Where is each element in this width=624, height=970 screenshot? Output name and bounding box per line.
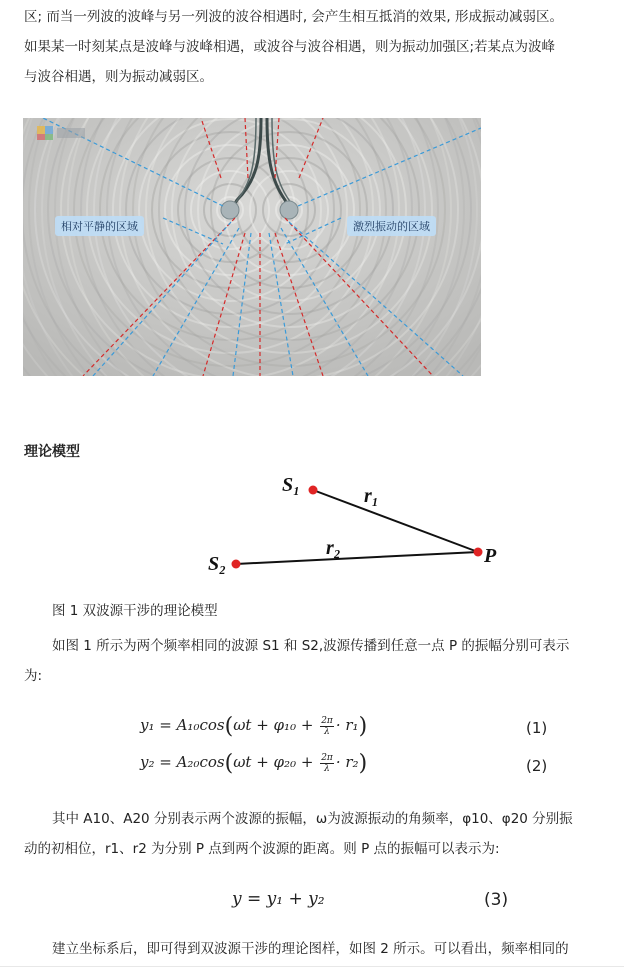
eq2-inner: ωt + φ₂₀ +	[233, 753, 319, 771]
label-p: P	[484, 545, 497, 567]
figure-caption-text: 图 1 双波源干涉的理论模型	[52, 603, 218, 619]
section-heading: 理论模型	[24, 444, 80, 460]
desc1-line-1: 如图 1 所示为两个频率相同的波源 S1 和 S2,波源传播到任意一点 P 的振幅分别可表示	[52, 638, 570, 654]
eq2-frac-denominator: λ	[324, 763, 330, 774]
description-paragraph-3	[24, 934, 614, 964]
two-source-model-diagram	[190, 466, 520, 582]
equation-2-number: (2)	[526, 757, 548, 775]
description-paragraph-1	[24, 631, 614, 691]
label-r2: r₂	[326, 537, 341, 559]
line-s2-to-p	[236, 552, 478, 564]
watermark-logo	[37, 126, 85, 140]
eq2-lhs: y₂ = A₂₀cos	[140, 753, 225, 771]
eq1-tail: · r₁	[335, 716, 359, 734]
equation-1-number: (1)	[526, 719, 548, 737]
source-s2-dot	[232, 560, 241, 569]
eq1-frac-denominator: λ	[324, 726, 330, 737]
equation-1: y₁ = A₁₀cos(ωt + φ₁₀ + $\frac{2\pi}{\lambda}$ · r₁)	[140, 714, 368, 739]
eq2-frac-numerator: 2π	[321, 752, 333, 763]
source-s1-dot	[309, 486, 318, 495]
eq1-frac-numerator: 2π	[321, 715, 333, 726]
point-p-dot	[474, 548, 483, 557]
figure-caption	[24, 596, 624, 626]
ripple-tank-illustration	[23, 118, 481, 376]
intro-line-3: 与波谷相遇，则为振动减弱区。	[24, 69, 213, 85]
desc3-line-1: 建立坐标系后，即可得到双波源干涉的理论图样，如图 2 所示。可以看出，频率相同的	[52, 941, 569, 957]
equation-3: y = y₁ + y₂	[232, 889, 325, 909]
eq1-lhs: y₁ = A₁₀cos	[140, 716, 225, 734]
intro-line-2: 如果某一时刻某点是波峰与波峰相遇，或波谷与波谷相遇，则为振动加强区;若某点为波峰	[24, 39, 556, 55]
label-r1: r₁	[364, 485, 379, 507]
left-source-point	[221, 201, 239, 219]
eq2-tail: · r₂	[335, 753, 359, 771]
label-s1: S₁	[282, 474, 301, 496]
label-strong-vibration-region: 激烈振动的区域	[347, 216, 436, 236]
eq1-inner: ωt + φ₁₀ +	[233, 716, 319, 734]
intro-paragraph	[24, 2, 614, 92]
eq2-fraction	[320, 753, 334, 774]
intro-line-1: 区; 而当一列波的波峰与另一列波的波谷相遇时, 会产生相互抵消的效果, 形成振动减弱区。	[24, 9, 564, 25]
equation-3-number: (3)	[484, 890, 509, 910]
label-calm-region: 相对平静的区域	[55, 216, 144, 236]
desc2-line-2: 动的初相位，r1、r2 为分别 P 点到两个波源的距离。则 P 点的振幅可以表示为:	[24, 841, 500, 857]
desc2-line-1: 其中 A10、A20 分别表示两个波源的振幅，ω为波源振动的角频率，φ10、φ20 分别振	[52, 811, 573, 827]
ripple-tank-photo	[23, 118, 481, 376]
model-diagram-svg	[190, 466, 520, 582]
desc1-line-2: 为:	[24, 668, 43, 684]
label-s2: S₂	[208, 553, 227, 575]
description-paragraph-2	[24, 804, 614, 864]
eq1-fraction	[320, 716, 334, 737]
right-source-point	[280, 201, 298, 219]
page-bottom-divider	[0, 966, 624, 967]
equation-2: y₂ = A₂₀cos(ωt + φ₂₀ + $\frac{2\pi}{\lambda}$ · r₂)	[140, 751, 368, 776]
